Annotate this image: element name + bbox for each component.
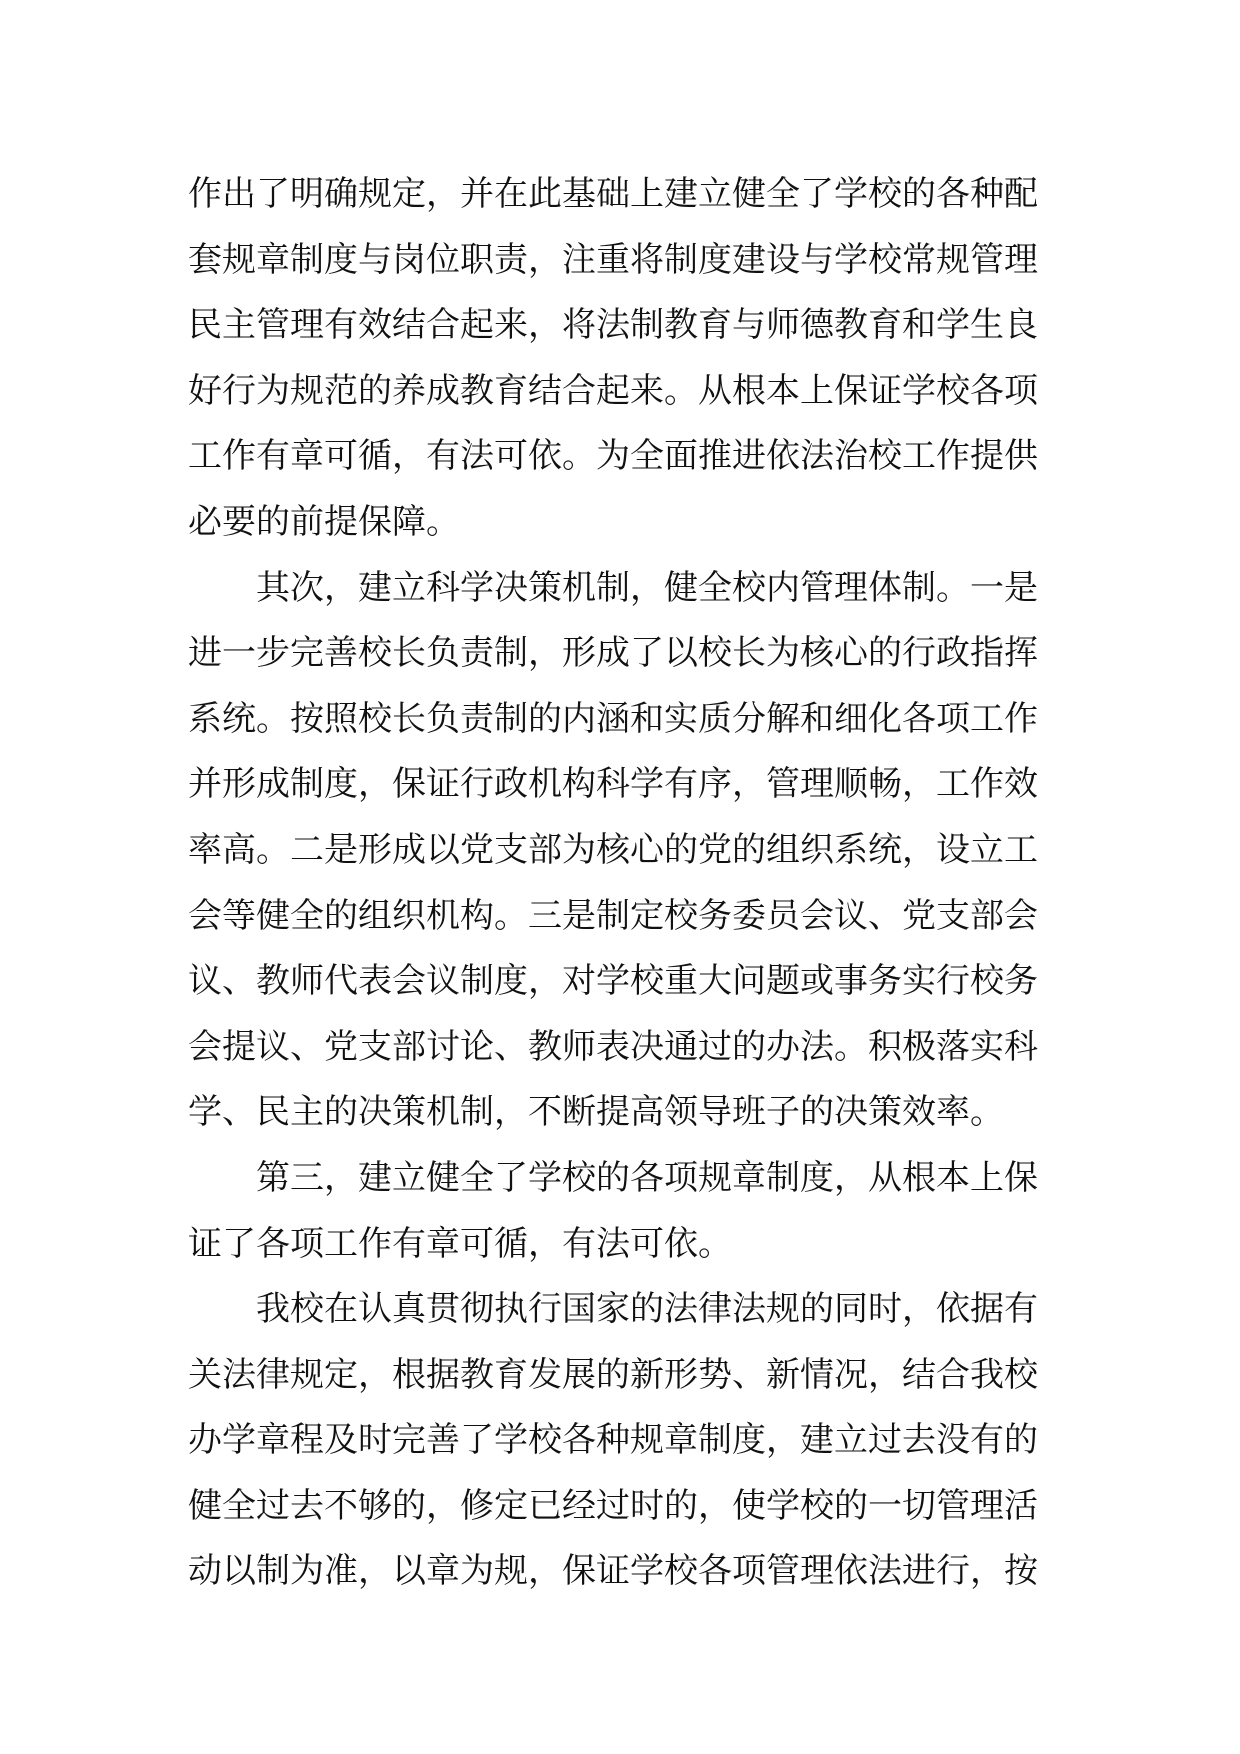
text-line: 会提议、党支部讨论、教师表决通过的办法。积极落实科 xyxy=(188,1026,1038,1067)
text-line: 关法律规定，根据教育发展的新形势、新情况，结合我校 xyxy=(188,1354,1038,1395)
text-line: 系统。按照校长负责制的内涵和实质分解和细化各项工作 xyxy=(188,698,1038,739)
text-line: 动以制为准，以章为规，保证学校各项管理依法进行，按 xyxy=(188,1551,1038,1592)
text-line: 率高。二是形成以党支部为核心的党的组织系统，设立工 xyxy=(188,829,1038,870)
text-line: 学、民主的决策机制，不断提高领导班子的决策效率。 xyxy=(188,1092,1004,1133)
text-line: 好行为规范的养成教育结合起来。从根本上保证学校各项 xyxy=(188,370,1038,411)
paragraph-start-line: 第三，建立健全了学校的各项规章制度，从根本上保 xyxy=(256,1157,1038,1198)
paragraph-start-line: 其次，建立科学决策机制，健全校内管理体制。一是 xyxy=(256,567,1038,608)
text-line: 必要的前提保障。 xyxy=(188,501,460,542)
document-body xyxy=(188,162,1058,1605)
text-line: 办学章程及时完善了学校各种规章制度，建立过去没有的 xyxy=(188,1420,1038,1461)
text-line: 套规章制度与岗位职责，注重将制度建设与学校常规管理 xyxy=(188,239,1038,280)
paragraph-start-line: 我校在认真贯彻执行国家的法律法规的同时，依据有 xyxy=(256,1289,1038,1330)
text-line: 民主管理有效结合起来，将法制教育与师德教育和学生良 xyxy=(188,305,1038,346)
text-line: 并形成制度，保证行政机构科学有序，管理顺畅，工作效 xyxy=(188,764,1038,805)
text-line: 健全过去不够的，修定已经过时的，使学校的一切管理活 xyxy=(188,1485,1038,1526)
text-line: 进一步完善校长负责制，形成了以校长为核心的行政指挥 xyxy=(188,633,1038,674)
text-line: 作出了明确规定，并在此基础上建立健全了学校的各种配 xyxy=(188,174,1038,214)
text-line: 工作有章可循，有法可依。为全面推进依法治校工作提供 xyxy=(188,436,1038,477)
text-line: 证了各项工作有章可循，有法可依。 xyxy=(188,1223,732,1264)
text-line: 议、教师代表会议制度，对学校重大问题或事务实行校务 xyxy=(188,961,1038,1002)
text-line: 会等健全的组织机构。三是制定校务委员会议、党支部会 xyxy=(188,895,1038,936)
